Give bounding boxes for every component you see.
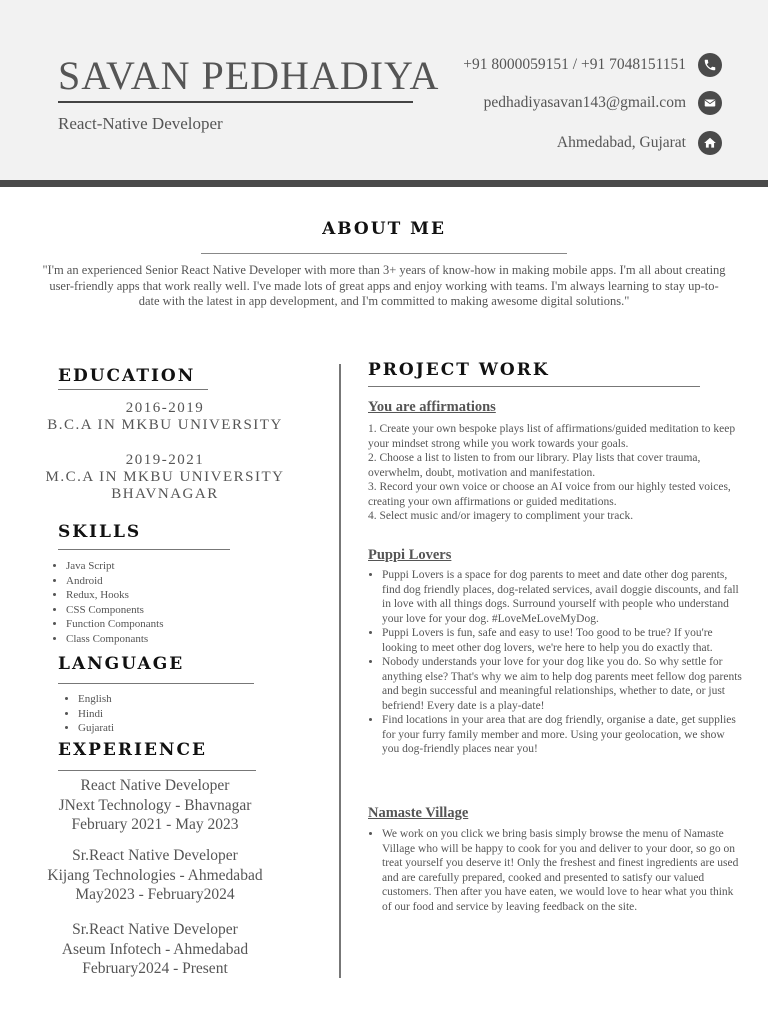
phone-icon — [698, 53, 722, 77]
education-item — [40, 452, 290, 503]
education-item — [40, 400, 290, 434]
list-item: • Gujarati — [78, 721, 114, 736]
project-bullets — [368, 827, 742, 914]
experience-role: Sr.React Native Developer — [72, 921, 238, 938]
experience-period: May2023 - February2024 — [75, 886, 235, 903]
experience-item — [30, 920, 280, 979]
experience-company: Aseum Infotech - Ahmedabad — [61, 940, 249, 958]
project-work-title: PROJECT WORK — [368, 360, 550, 380]
project-title: Puppi Lovers — [368, 547, 452, 563]
about-underline — [201, 253, 567, 254]
experience-company: JNext Technology - Bhavnagar — [58, 796, 252, 814]
experience-company: Kijang Technologies - Ahmedabad — [47, 866, 263, 884]
contact-phone-row — [463, 52, 722, 78]
education-degree: M.C.A IN MKBU UNIVERSITY — [45, 469, 285, 485]
experience-underline — [58, 770, 256, 771]
project-work-underline — [368, 386, 700, 387]
education-title: EDUCATION — [58, 366, 196, 386]
project-bullets — [368, 568, 742, 757]
education-degree: B.C.A IN MKBU UNIVERSITY — [47, 417, 283, 433]
contact-location-row — [557, 130, 722, 156]
list-item: • Find locations in your area that are dog friendly, organise a date, get supplies for your furry family member and more. Using your geolocation, we show you dog-friendly places near you! — [382, 713, 742, 757]
candidate-role: React-Native Developer — [58, 114, 223, 133]
list-item: • Android — [66, 574, 163, 589]
education-underline — [58, 389, 208, 390]
experience-item — [30, 846, 280, 905]
experience-role: React Native Developer — [80, 777, 230, 794]
education-years: 2016-2019 — [125, 400, 205, 416]
skills-title: SKILLS — [58, 522, 142, 542]
list-item: • Hindi — [78, 707, 114, 722]
list-item: • Function Componants — [66, 617, 163, 632]
experience-period: February 2021 - May 2023 — [71, 816, 239, 833]
project-line: 2. Choose a list to listen to from our library. Play lists that cover trauma, overwhelm, doubt, motivation and manifestation. — [368, 452, 701, 479]
list-item: • Class Componants — [66, 632, 163, 647]
column-divider — [339, 364, 341, 978]
home-icon — [698, 131, 722, 155]
list-item: • Puppi Lovers is a space for dog parents to meet and date other dog parents, find dog friendly places, dog-related services, avail doggie discounts, and fall in love with all things dogs. Surround yourself with people who understand your love for your dog. #LoveMeLoveMyDog. — [382, 568, 742, 626]
location-text: Ahmedabad, Gujarat — [556, 134, 686, 151]
phone-text: +91 8000059151 / +91 7048151151 — [463, 56, 686, 73]
candidate-name: SAVAN PEDHADIYA — [58, 53, 440, 98]
email-text: pedhadiyasavan143@gmail.com — [483, 94, 686, 111]
experience-title: EXPERIENCE — [58, 740, 207, 760]
skills-list — [50, 559, 163, 646]
education-years: 2019-2021 — [125, 452, 205, 468]
list-item: • CSS Components — [66, 603, 163, 618]
project-title: You are affirmations — [368, 399, 496, 415]
list-item: • Nobody understands your love for your dog like you do. So why settle for anything else? That's why we aim to help dog parents meet fellow dog parents and begin successful and meaningful relationships, whether to date, or just befriend! Every date is a play-date! — [382, 655, 742, 713]
experience-role: Sr.React Native Developer — [72, 847, 238, 864]
list-item: • Java Script — [66, 559, 163, 574]
list-item: • We work on you click we bring basis simply browse the menu of Namaste Village who will be happy to cook for you and deliver to your door, so go on treat yourself you deserve it! Only the freshest and finest ingredients are used and are carefully prepared, cooked and presented to satisfy our valued customers. Then after you have eaten, we would love to hear what you think of our food and service by leaving feedback on the site. — [382, 827, 742, 914]
contact-email-row — [484, 90, 722, 116]
about-text: "I'm an experienced Senior React Native Developer with more than 3+ years of know-how in making mobile apps. I'm all about creating user-friendly apps that work really well. I've made lots of great apps and enjoy working with teams. I'm always learning to stay up-to-date with the latest in app development, and I'm committed to making awesome digital solutions." — [42, 263, 726, 308]
experience-item — [30, 776, 280, 835]
project-description — [368, 422, 736, 524]
mail-icon — [698, 91, 722, 115]
education-place: BHAVNAGAR — [111, 486, 219, 502]
skills-underline — [58, 549, 230, 550]
name-underline — [58, 101, 413, 103]
project-line: 4. Select music and/or imagery to compliment your track. — [368, 510, 634, 522]
language-title: LANGUAGE — [58, 654, 185, 674]
experience-period: February2024 - Present — [82, 960, 228, 977]
list-item: • Puppi Lovers is fun, safe and easy to use! Too good to be true? If you're looking to meet other dog lovers, we're here to help you do exactly that. — [382, 626, 742, 655]
about-title: ABOUT ME — [322, 219, 446, 239]
project-line: 3. Record your own voice or choose an AI voice from our highly tested voices, creating your own affirmations or guided meditations. — [368, 481, 731, 508]
project-line: 1. Create your own bespoke plays list of affirmations/guided meditation to keep your mindset strong while you work towards your goals. — [368, 423, 736, 450]
list-item: • English — [78, 692, 114, 707]
language-list — [62, 692, 114, 736]
project-title: Namaste Village — [368, 805, 469, 821]
language-underline — [58, 683, 254, 684]
header-divider-bar — [0, 180, 768, 187]
list-item: • Redux, Hooks — [66, 588, 163, 603]
